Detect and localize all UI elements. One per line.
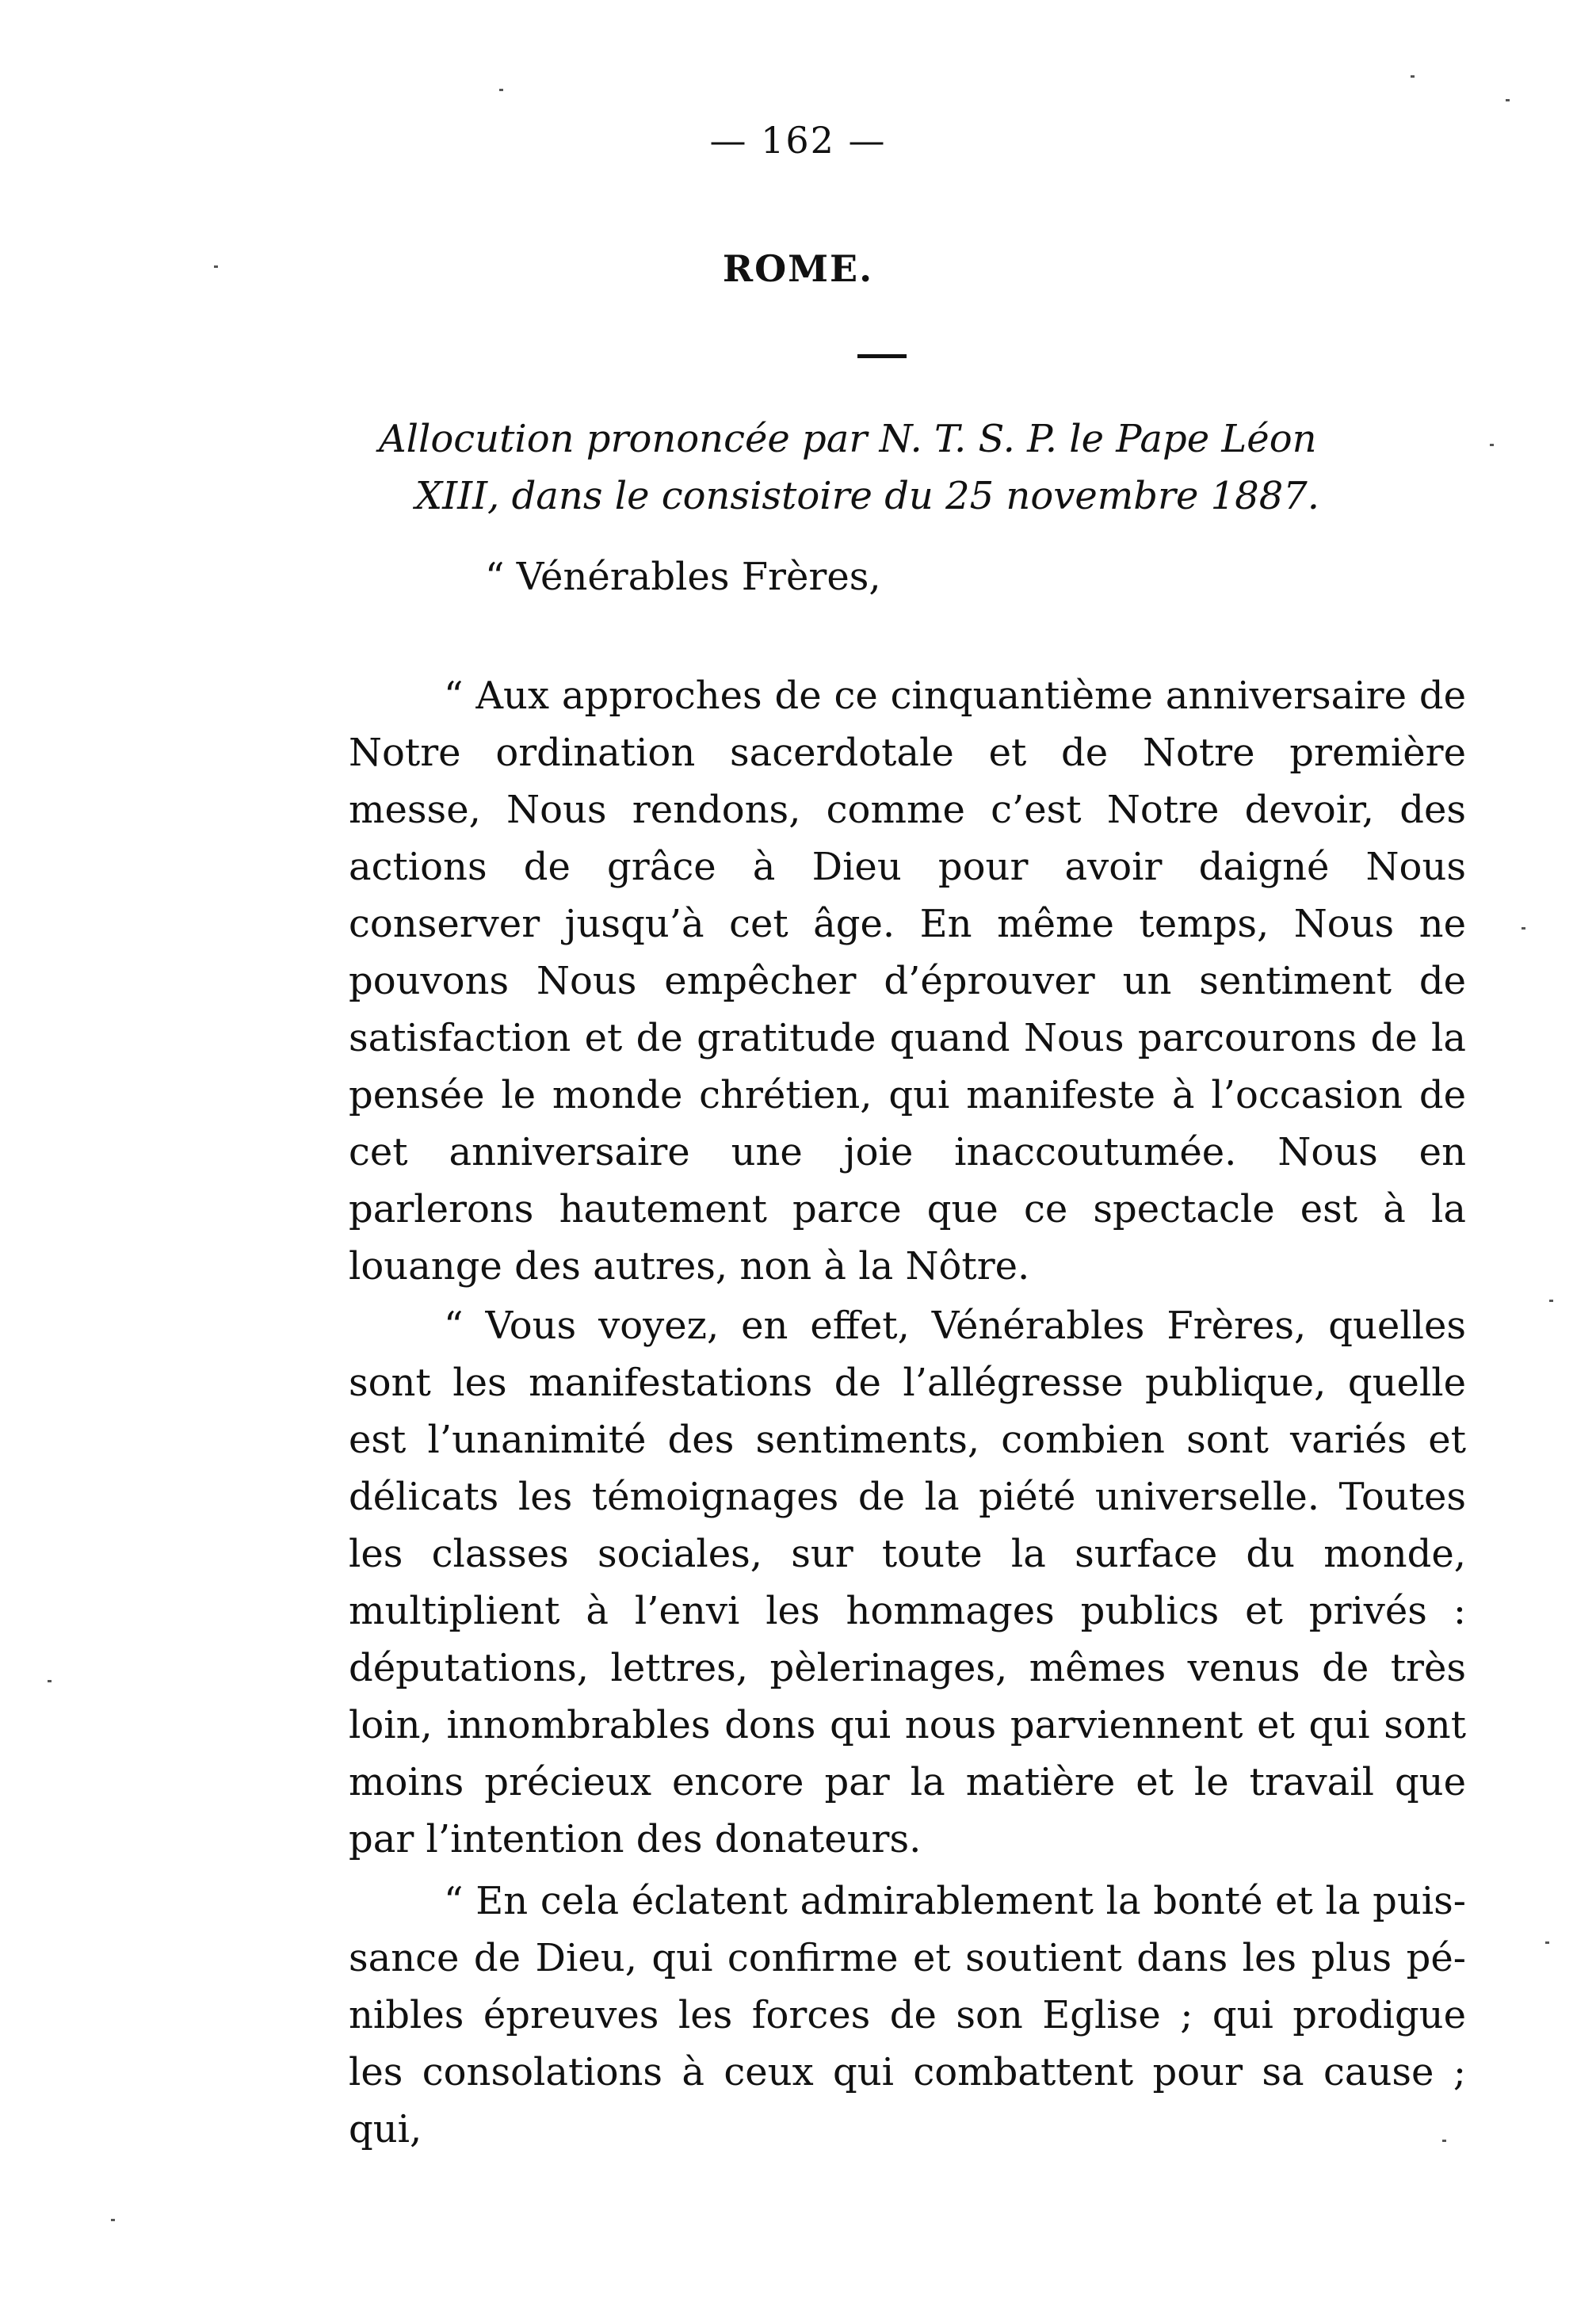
subtitle-line-2: XIII, dans le consistoire du 25 novembre 1887. (415, 474, 1320, 518)
title-rule (857, 354, 907, 358)
paragraph-1: “ Aux approches de ce cinquantième anniversaire de Notre ordination sacerdotale et de Notre première messe, Nous rendons, comme c’est Notre devoir, des actions de grâce à Dieu pour avoir daigné Nous conserver jusqu’à cet âge. En même temps, Nous ne pouvons Nous empêcher d’éprouver un sentiment de satisfaction et de gratitude quand Nous parcourons de la pensée le monde chrétien, qui manifeste à l’occasion de cet anniversaire une joie inaccoutumée. Nous en parlerons hautement parce que ce spectacle est à la louange des autres, non à la Nôtre. (349, 674, 1466, 1289)
page-number: — 162 — (709, 119, 887, 162)
paragraph-2: “ Vous voyez, en effet, Vénérables Frères, quelles sont les manifestations de l’allégresse publique, quelle est l’unanimité des sentiments, combien sont variés et délicats les témoignages de la piété universelle. Toutes les classes sociales, sur toute la surface du monde, multiplient à l’envi les hommages publics et privés : députations, lettres, pèlerinages, mêmes venus de très loin, innombrables dons qui nous parviennent et qui sont moins précieux encore par la matière et le travail que par l’intention des donateurs. (349, 1304, 1466, 1861)
allocution-subtitle (379, 410, 1425, 525)
subtitle-line-1: Allocution prononcée par N. T. S. P. le Pape Léon (379, 417, 1317, 461)
salutation: “ Vénérables Frères, (485, 555, 881, 599)
section-title: ROME. (722, 247, 874, 290)
paragraph-3: “ En cela éclatent admirablement la bonté et la puissance de Dieu, qui confirme et soutient dans les plus pénibles épreuves les forces de son Eglise ; qui prodigue les consolations à ceux qui combattent pour sa cause ; qui, (349, 1879, 1466, 2151)
